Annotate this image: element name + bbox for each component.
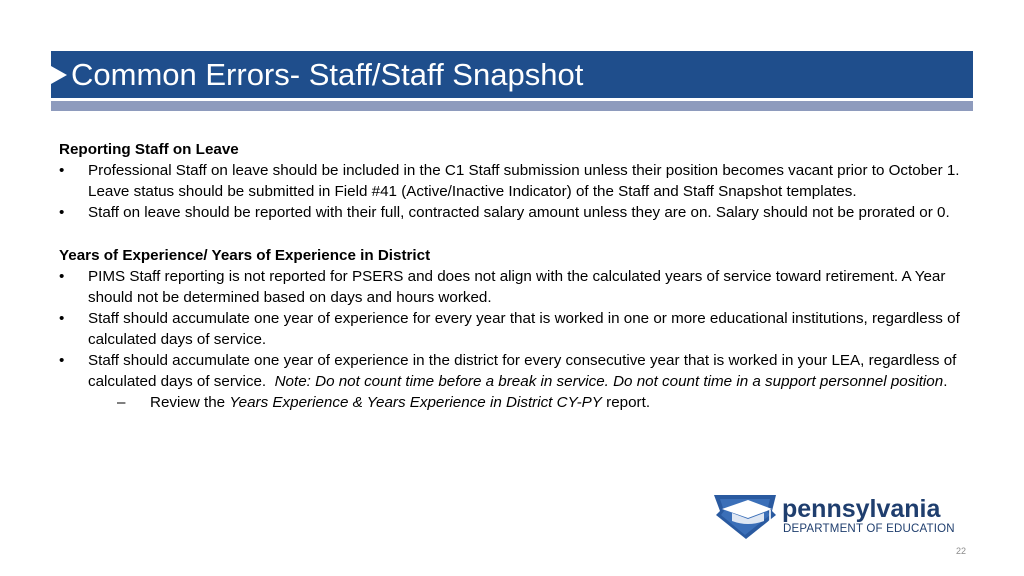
bullet-list-years-experience xyxy=(59,266,974,413)
bullet-dot: • xyxy=(59,204,65,221)
bullet-note: Note: Do not count time before a break in service. Do not count time in a support personnel position xyxy=(274,373,944,390)
sub-dash: – xyxy=(117,394,126,411)
section-gap xyxy=(59,223,974,245)
bullet-text: Staff on leave should be reported with their full, contracted salary amount unless they are on. Salary should not be prorated or 0. xyxy=(88,204,950,221)
title-arrow-icon xyxy=(51,66,67,84)
bullet-note-end: . xyxy=(943,373,948,390)
section-heading-staff-leave: Reporting Staff on Leave xyxy=(59,141,239,158)
logo-wordmark: pennsylvania xyxy=(782,495,941,523)
logo-subtitle: DEPARTMENT OF EDUCATION xyxy=(783,523,955,535)
bullet-item xyxy=(59,202,974,223)
page-number: 22 xyxy=(955,546,966,556)
page-title: Common Errors- Staff/Staff Snapshot xyxy=(71,57,584,92)
bullet-text: PIMS Staff reporting is not reported for PSERS and does not align with the calculated years of service toward retirement. A Year should not be determined based on days and hours worked. xyxy=(88,268,946,306)
sub-item xyxy=(88,392,974,413)
section-heading-years-experience: Years of Experience/ Years of Experience in District xyxy=(59,247,431,264)
title-rule xyxy=(51,101,973,111)
bullet-dot: • xyxy=(59,162,65,179)
sub-list xyxy=(88,392,974,413)
sub-suffix: report. xyxy=(606,394,651,411)
bullet-text: Staff should accumulate one year of experience in the district for every consecutive year that is worked in your LEA, regardless of calculated days of service. xyxy=(88,352,957,390)
title-bar xyxy=(51,51,973,98)
bullet-dot: • xyxy=(59,268,65,285)
bullet-dot: • xyxy=(59,310,65,327)
bullet-item xyxy=(59,266,974,308)
bullet-item xyxy=(59,308,974,350)
bullet-item xyxy=(59,160,974,202)
sub-prefix: Review the xyxy=(150,394,226,411)
bullet-text: Staff should accumulate one year of experience for every year that is worked in one or more educational institutions, regardless of calculated days of service. xyxy=(88,310,960,348)
bullet-list-staff-leave xyxy=(59,160,974,223)
bullet-item xyxy=(59,350,974,413)
bullet-text: Professional Staff on leave should be included in the C1 Staff submission unless their position becomes vacant prior to October 1. Leave status should be submitted in Field #41 (Active/Inactive Indicator) of the Staff and Staff Snapshot templates. xyxy=(88,162,960,200)
report-name: Years Experience & Years Experience in District CY-PY xyxy=(229,394,602,411)
slide-content xyxy=(59,139,974,413)
bullet-dot: • xyxy=(59,352,65,369)
